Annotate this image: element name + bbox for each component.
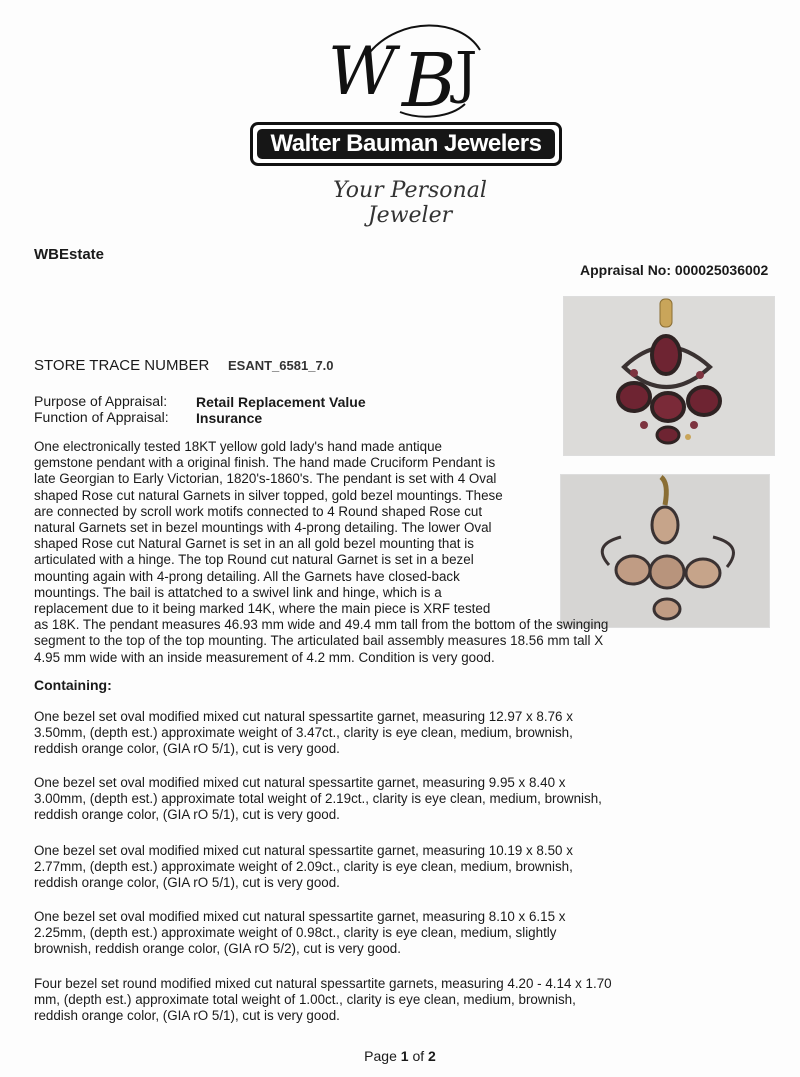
gemstone-item bbox=[34, 775, 754, 824]
item-line: reddish orange color, (GIA rO 5/1), cut is very good. bbox=[34, 875, 340, 891]
item-line: One bezel set oval modified mixed cut natural spessartite garnet, measuring 10.19 x 8.50 x bbox=[34, 843, 573, 858]
company-name: Walter Bauman Jewelers bbox=[257, 129, 555, 159]
item-line: One bezel set oval modified mixed cut natural spessartite garnet, measuring 8.10 x 6.15 x bbox=[34, 909, 566, 924]
appraisal-number: Appraisal No: 000025036002 bbox=[580, 262, 769, 278]
item-line: 3.50mm, (depth est.) approximate weight of 3.47ct., clarity is eye clean, medium, brownish, bbox=[34, 725, 573, 741]
company-logo bbox=[250, 22, 570, 228]
description-line: 4.95 mm wide with an inside measurement of 4.2 mm. Condition is very good. bbox=[34, 649, 495, 665]
description-line: mountings. The bail is attatched to a swivel link and hinge, which is a bbox=[34, 584, 442, 600]
item-line: 2.25mm, (depth est.) approximate weight of 0.98ct., clarity is eye clean, medium, slightly bbox=[34, 925, 557, 941]
purpose-value: Retail Replacement Value bbox=[196, 394, 366, 410]
gemstone-item bbox=[34, 843, 754, 892]
description-line: shaped Rose cut Natural Garnet is set in an all gold bezel mounting that is bbox=[34, 536, 474, 552]
store-trace-value: ESANT_6581_7.0 bbox=[228, 358, 334, 373]
purpose-label: Purpose of Appraisal: bbox=[34, 393, 168, 409]
page-total: 2 bbox=[428, 1048, 436, 1064]
description-line: articulated with a hinge. The top Round cut natural Garnet is set in a bezel bbox=[34, 552, 474, 568]
description-line: late Georgian to Early Victorian, 1820's-1860's. The pendant is set with 4 Oval bbox=[34, 471, 497, 487]
item-line: reddish orange color, (GIA rO 5/1), cut is very good. bbox=[34, 807, 340, 823]
logo-plate bbox=[250, 122, 562, 166]
item-line: reddish orange color, (GIA rO 5/1), cut is very good. bbox=[34, 741, 340, 757]
description-line: are connected by scroll work motifs connected to 4 Round shaped Rose cut bbox=[34, 503, 483, 519]
svg-text:B: B bbox=[402, 38, 457, 122]
pendant-photo-front bbox=[563, 296, 775, 456]
of-word: of bbox=[412, 1048, 425, 1064]
item-line: Four bezel set round modified mixed cut natural spessartite garnets, measuring 4.20 - 4.14 x 1.70 bbox=[34, 976, 612, 991]
description-line: natural Garnets set in bezel mountings with 4-prong detailing. The lower Oval bbox=[34, 520, 492, 536]
item-line: One bezel set oval modified mixed cut natural spessartite garnet, measuring 9.95 x 8.40 x bbox=[34, 775, 566, 790]
description-line: One electronically tested 18KT yellow gold lady's hand made antique bbox=[34, 439, 442, 454]
containing-heading: Containing: bbox=[34, 677, 112, 693]
item-line: brownish, reddish orange color, (GIA rO 5/2), cut is very good. bbox=[34, 941, 401, 957]
purpose-row bbox=[34, 393, 366, 410]
gemstone-item bbox=[34, 709, 754, 758]
page-footer bbox=[0, 1048, 800, 1064]
store-trace-label: STORE TRACE NUMBER bbox=[34, 357, 210, 374]
svg-text:W: W bbox=[328, 33, 396, 110]
item-description bbox=[34, 439, 664, 666]
function-label: Function of Appraisal: bbox=[34, 409, 169, 425]
description-line: replacement due to it being marked 14K, where the main piece is XRF tested bbox=[34, 601, 491, 617]
item-line: One bezel set oval modified mixed cut natural spessartite garnet, measuring 12.97 x 8.76 x bbox=[34, 709, 573, 724]
svg-text:J: J bbox=[455, 41, 478, 106]
description-line: as 18K. The pendant measures 46.93 mm wide and 49.4 mm tall from the bottom of the swinging bbox=[34, 617, 609, 633]
page-word: Page bbox=[364, 1048, 397, 1064]
description-line: segment to the top of the top mounting. The articulated bail assembly measures 18.56 mm tall X bbox=[34, 633, 604, 649]
wbj-monogram bbox=[250, 22, 570, 122]
description-line: mounting again with 4-prong detailing. All the Garnets have closed-back bbox=[34, 568, 460, 584]
description-line: shaped Rose cut natural Garnets in silver topped, gold bezel mountings. These bbox=[34, 487, 503, 503]
item-line: reddish orange color, (GIA rO 5/1), cut is very good. bbox=[34, 1008, 340, 1024]
tagline: Your Personal Jeweler bbox=[333, 178, 487, 228]
function-value: Insurance bbox=[196, 410, 263, 426]
function-row bbox=[34, 409, 263, 426]
item-line: 3.00mm, (depth est.) approximate total weight of 2.19ct., clarity is eye clean, medium, brownish, bbox=[34, 791, 602, 807]
gemstone-item bbox=[34, 909, 754, 958]
gemstone-item bbox=[34, 976, 754, 1025]
item-line: mm, (depth est.) approximate total weight of 1.00ct., clarity is eye clean, medium, brownish, bbox=[34, 992, 576, 1008]
page-number: 1 bbox=[400, 1048, 409, 1064]
store-trace bbox=[34, 357, 334, 374]
description-line: gemstone pendant with a original finish. The hand made Cruciform Pendant is bbox=[34, 455, 496, 471]
item-line: 2.77mm, (depth est.) approximate weight of 2.09ct., clarity is eye clean, medium, brownish, bbox=[34, 859, 573, 875]
client-name: WBEstate bbox=[34, 246, 105, 263]
